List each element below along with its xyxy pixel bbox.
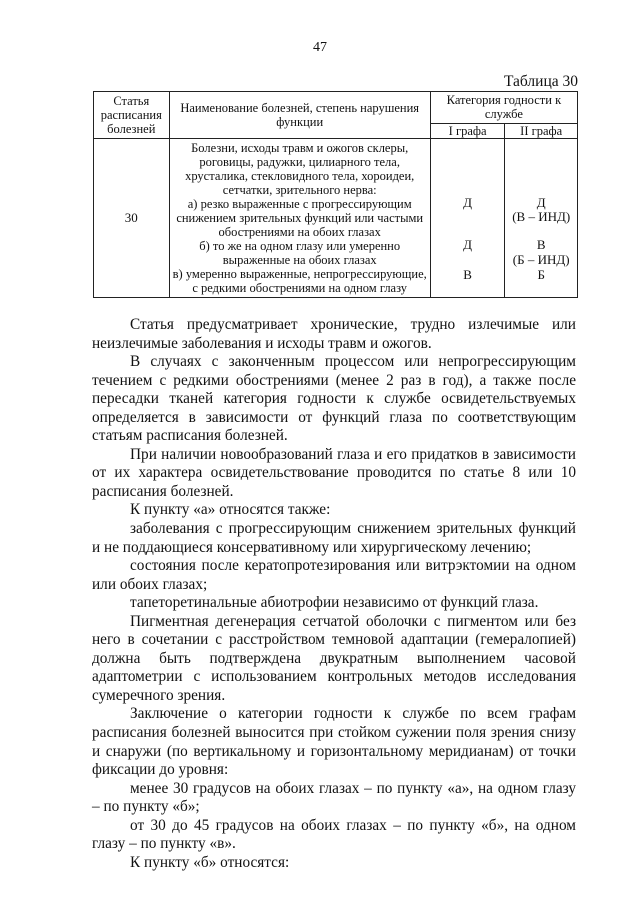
paragraph: Пигментная дегенерация сетчатой оболочки с пигментом или без него в сочетании с расстройством темновой адаптации (гемералопией) должна быть подтверждена двукратным выполнением часовой адаптометрии с использованием контрольных методов исследования сумеречного зрения. [92,612,576,704]
graph-2-value-b-note: (Б – ИНД) [512,252,570,267]
description-line: а) резко выраженные с прогрессирующим [187,197,412,211]
header-article: Статья расписания болезней [94,92,170,139]
disease-description [169,139,430,298]
paragraph: менее 30 градусов на обоих глазах – по пункту «а», на одном глазу – по пункту «б»; [92,779,576,816]
disease-table [93,91,578,298]
description-line: б) то же на одном глазу или умеренно [199,239,401,253]
paragraph: К пункту «б» относятся: [130,853,290,871]
graph-2-values [505,139,578,298]
header-graph-2: II графа [505,123,578,138]
description-line: снижением зрительных функций или частыми [176,211,424,225]
graph-1-value-c: В [463,267,472,282]
description-line: Болезни, исходы травм и ожогов склеры, [191,141,409,155]
description-line: хрусталика, стекловидного тела, хороидеи, [185,169,415,183]
graph-2-value-a: Д [536,195,546,210]
description-line: роговицы, радужки, цилиарного тела, [199,155,400,169]
paragraph: Заключение о категории годности к службе по всем графам расписания болезней выносится при стойком сужении поля зрения снизу и снаружи (по вертикальному и горизонтальному меридианам) от точки фиксации до уровня: [92,705,576,779]
paragraph: состояния после кератопротезирования или витрэктомии на одном или обоих глазах; [92,557,576,593]
table-caption: Таблица 30 [503,73,578,90]
page-number: 47 [313,40,327,55]
description-line: выраженные на обоих глазах [222,253,377,267]
graph-2-value-b: В [536,237,546,252]
header-category: Категория годности к службе [430,92,577,124]
paragraph: К пункту «а» относятся также: [130,501,331,519]
description-line: с редкими обострениями на одном глазу [192,281,408,295]
graph-1-values [430,139,505,298]
graph-1-value-a: Д [463,195,473,210]
paragraph: В случаях с законченным процессом или непрогрессирующим течением с редкими обострениями (менее 2 раз в год), а также после пересадки тканей категория годности к службе освидетельствуемых определяется в зависимости от функций глаза по соответствующим статьям расписания болезней. [92,353,576,445]
graph-2-value-c: Б [537,267,545,282]
paragraph: тапеторетинальные абиотрофии независимо от функций глаза. [130,594,539,612]
graph-1-value-b: Д [463,237,473,252]
description-line: в) умеренно выраженные, непрогрессирующие, [172,267,427,281]
graph-2-value-a-note: (В – ИНД) [512,209,571,224]
header-name: Наименование болезней, степень нарушения функции [169,92,430,139]
paragraph: При наличии новообразований глаза и его придатков в зависимости от их характера освидетельствование проводится по статье 8 или 10 расписания болезней. [92,445,576,500]
header-graph-1: I графа [430,123,505,138]
description-line: сетчатки, зрительного нерва: [222,183,377,197]
description-line: обострениями на обоих глазах [218,225,381,239]
paragraph: Статья предусматривает хронические, трудно излечимые или неизлечимые заболевания и исходы травм и ожогов. [92,316,576,352]
paragraph: заболевания с прогрессирующим снижением зрительных функций и не поддающиеся консервативному или хирургическому лечению; [92,520,576,556]
body-text [92,316,576,872]
article-number: 30 [94,139,170,298]
paragraph: от 30 до 45 градусов на обоих глазах – по пункту «б», на одном глазу – по пункту «в». [92,816,576,853]
